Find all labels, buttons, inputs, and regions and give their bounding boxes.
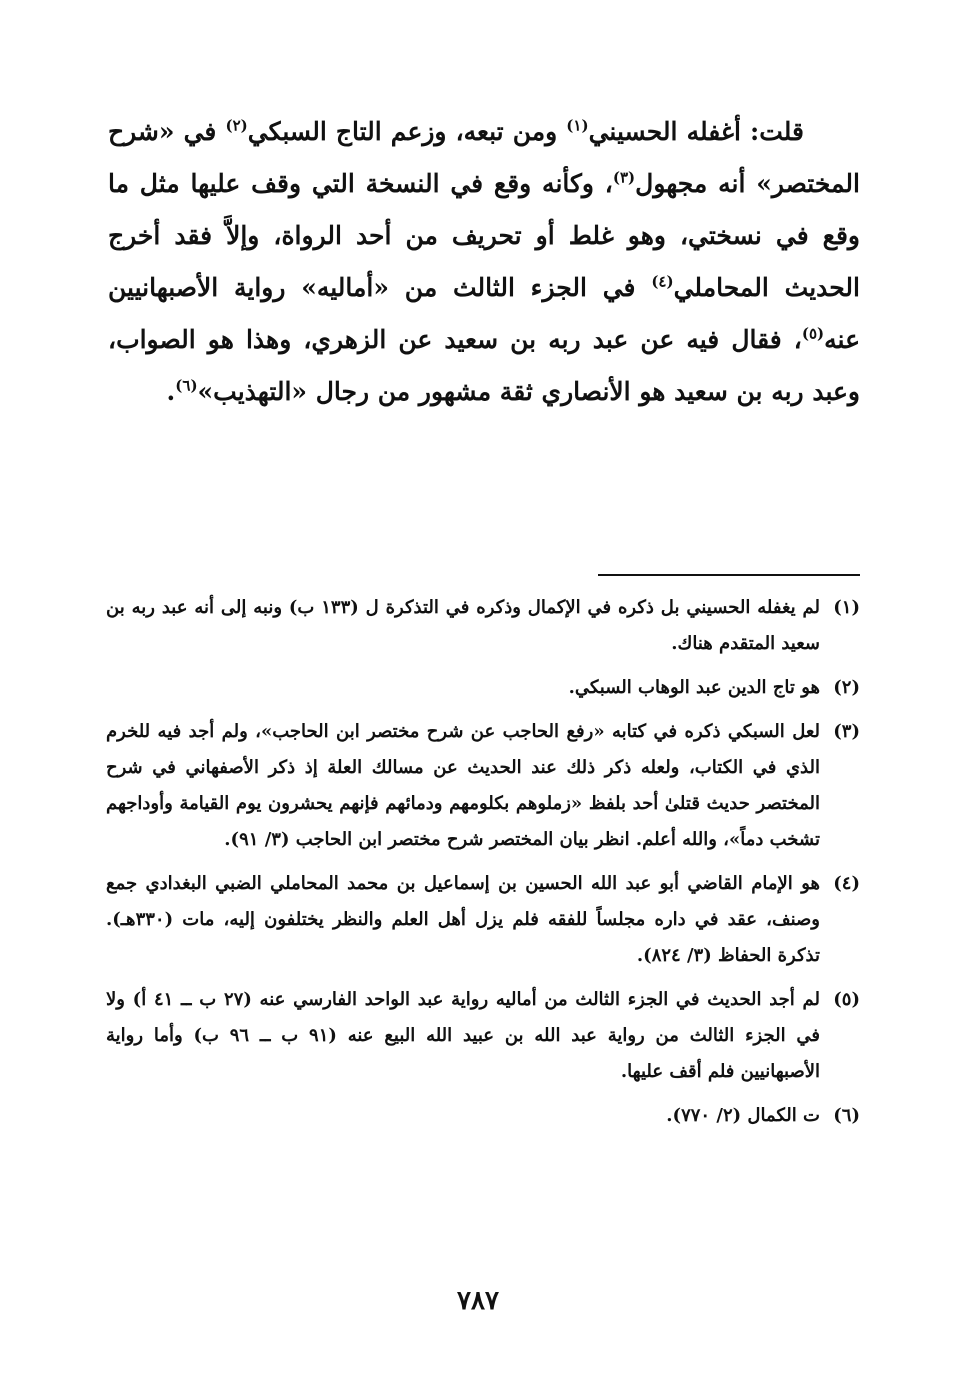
footnote-ref-2[interactable]: (٢): [225, 116, 248, 135]
footnote-item: [106, 866, 860, 974]
footnote-number: (٣): [833, 721, 860, 742]
footnote-ref-6[interactable]: (٦): [175, 376, 198, 395]
text-segment: قلت: أغفله الحسيني: [588, 117, 804, 146]
footnote-item: [106, 714, 860, 858]
footnote-text: ت الكمال (٢/ ٧٧٠).: [666, 1105, 820, 1126]
footnote-number: (٦): [833, 1105, 860, 1126]
text-segment: ومن تبعه، وزعم التاج السبكي: [247, 117, 567, 146]
text-segment: ، فقال فيه عن عبد ربه بن سعيد عن الزهري، وهذا هو الصواب، وعبد ربه بن سعيد هو الأنصاري ثقة مشهور من رجال «التهذيب»: [108, 325, 860, 406]
main-paragraph: [108, 106, 860, 418]
main-text-block: [108, 106, 860, 418]
footnote-ref-1[interactable]: (١): [566, 116, 589, 135]
footnote-ref-4[interactable]: (٤): [651, 272, 674, 291]
page-number: ٧٨٧: [457, 1286, 499, 1316]
footnote-item: [106, 1098, 860, 1134]
footnote-text: لعل السبكي ذكره في كتابه «رفع الحاجب عن شرح مختصر ابن الحاجب»، ولم أجد فيه للخرم الذي في الكتاب، ولعله ذكر ذلك عند الحديث عن مسالك العلة إذ ذكر الأصفهاني في شرح المختصر حديث قتلىٰ أحد بلفظ «زملوهم بكلومهم ودمائهم فإنهم يحشرون يوم القيامة وأوداجهم تشخب دماً»، والله أعلم. انظر بيان المختصر شرح مختصر ابن الحاجب (٣/ ٩١).: [106, 721, 820, 850]
footnote-ref-3[interactable]: (٣): [612, 168, 636, 187]
text-segment: في الجزء الثالث من «أماليه» رواية الأصبهانيين عنه: [108, 273, 860, 354]
footnote-text: لم أجد الحديث في الجزء الثالث من أماليه رواية عبد الواحد الفارسي عنه (٢٧ ب ــ ٤١ أ) ولا في الجزء الثالث من رواية عبد الله بن عبيد الله البيع عنه (٩١ ب ــ ٩٦ ب) وأما رواية الأصبهانيين فلم أقف عليها.: [106, 989, 820, 1082]
footnote-number: (٥): [833, 989, 860, 1010]
footnote-number: (٤): [833, 873, 860, 894]
footnote-text: هو الإمام القاضي أبو عبد الله الحسين بن إسماعيل بن محمد المحاملي الضبي البغدادي جمع وصنف، عقد في داره مجلساً للفقه فلم يزل أهل العلم والنظر يختلفون إليه، مات (٣٣٠هـ). تذكرة الحفاظ (٣/ ٨٢٤).: [106, 873, 820, 966]
text-segment: .: [166, 377, 176, 406]
footnote-ref-5[interactable]: (٥): [801, 324, 825, 343]
footnote-text: هو تاج الدين عبد الوهاب السبكي.: [568, 677, 820, 698]
text-segment: ، وكأنه وقع في النسخة التي وقف عليها مثل ما وقع في نسختي، وهو غلط أو تحريف من أحد الرواة، وإلاَّ فقد أخرج الحديث المحاملي: [108, 169, 860, 302]
footnote-separator: [598, 574, 860, 576]
footnote-item: [106, 982, 860, 1090]
footnote-item: [106, 590, 860, 662]
footnote-number: (٢): [833, 677, 860, 698]
footnote-item: [106, 670, 860, 706]
footnote-text: لم يغفله الحسيني بل ذكره في الإكمال وذكره في التذكرة ل (١٣٣ ب) ونبه إلى أنه عبد ربه بن سعيد المتقدم هناك.: [106, 597, 820, 654]
text-segment: في «شرح المختصر» أنه مجهول: [108, 117, 860, 198]
footnotes-list: [106, 590, 860, 1142]
footnote-number: (١): [833, 597, 860, 618]
